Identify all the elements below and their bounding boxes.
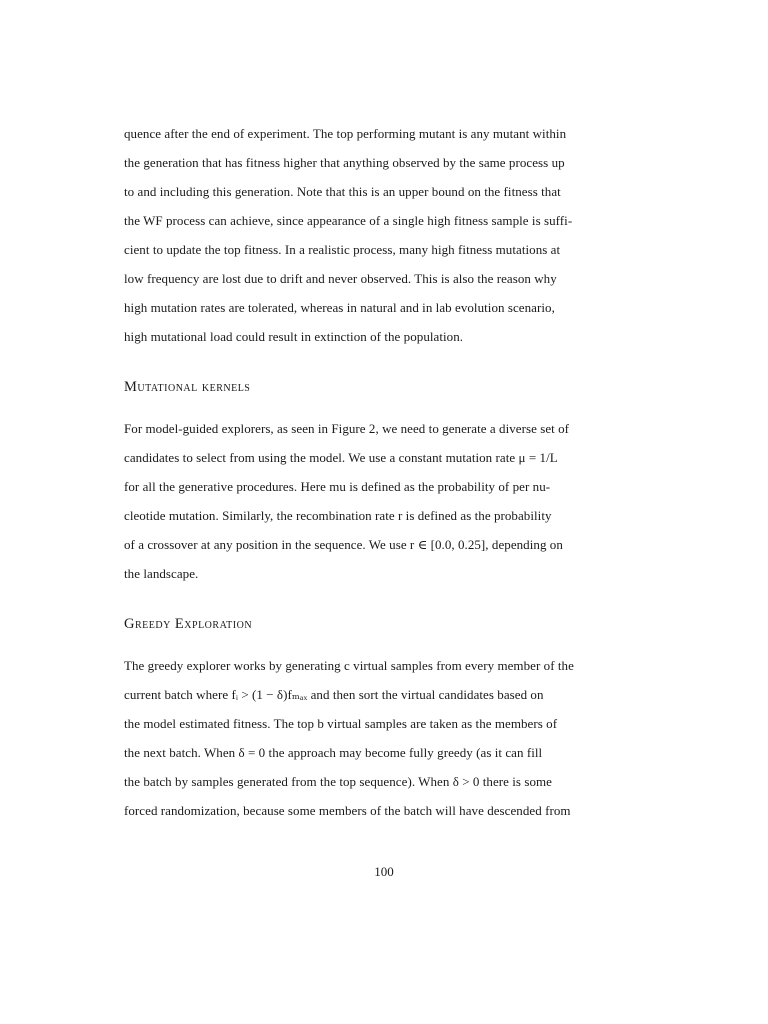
- section-2-line-4: the next batch. When δ = 0 the approach may become fully greedy (as it can fill: [124, 745, 543, 760]
- section-1-line-5: of a crossover at any position in the sequence. We use r ∈ [0.0, 0.25], depending on: [124, 537, 563, 552]
- section-1-line-4: cleotide mutation. Similarly, the recombination rate r is defined as the probability: [124, 508, 552, 523]
- paragraph-1-line-2: the generation that has fitness higher that anything observed by the same process up: [124, 155, 565, 170]
- section-2-line-2: current batch where fᵢ > (1 − δ)fₘₐₓ and then sort the virtual candidates based on: [124, 687, 544, 702]
- section-2-line-6: forced randomization, because some members of the batch will have descended from: [124, 803, 571, 818]
- paragraph-1-line-3: to and including this generation. Note that this is an upper bound on the fitness that: [124, 184, 561, 199]
- paragraph-1-line-8: high mutational load could result in extinction of the population.: [124, 329, 464, 344]
- paragraph-1-line-4: the WF process can achieve, since appearance of a single high fitness sample is suffi-: [124, 213, 573, 228]
- section-2-line-1: The greedy explorer works by generating c virtual samples from every member of the: [124, 658, 574, 673]
- section-1-line-6: the landscape.: [124, 566, 199, 581]
- paragraph-1-line-6: low frequency are lost due to drift and never observed. This is also the reason why: [124, 271, 557, 286]
- paragraph-1-line-7: high mutation rates are tolerated, whereas in natural and in lab evolution scenario,: [124, 300, 555, 315]
- section-heading-mutational-kernels: Mutational kernels: [124, 379, 251, 395]
- section-2-line-5: the batch by samples generated from the top sequence). When δ > 0 there is some: [124, 774, 552, 789]
- page-number: 100: [374, 864, 394, 879]
- section-2-line-3: the model estimated fitness. The top b virtual samples are taken as the members of: [124, 716, 558, 731]
- section-heading-greedy-exploration: Greedy Exploration: [124, 616, 253, 632]
- section-1-line-2: candidates to select from using the model. We use a constant mutation rate μ = 1/L: [124, 450, 558, 465]
- paragraph-1-line-5: cient to update the top fitness. In a realistic process, many high fitness mutations at: [124, 242, 561, 257]
- section-1-line-1: For model-guided explorers, as seen in Figure 2, we need to generate a diverse set of: [124, 421, 570, 436]
- paragraph-1-line-1: quence after the end of experiment. The top performing mutant is any mutant within: [124, 126, 567, 141]
- section-1-line-3: for all the generative procedures. Here mu is defined as the probability of per nu-: [124, 479, 551, 494]
